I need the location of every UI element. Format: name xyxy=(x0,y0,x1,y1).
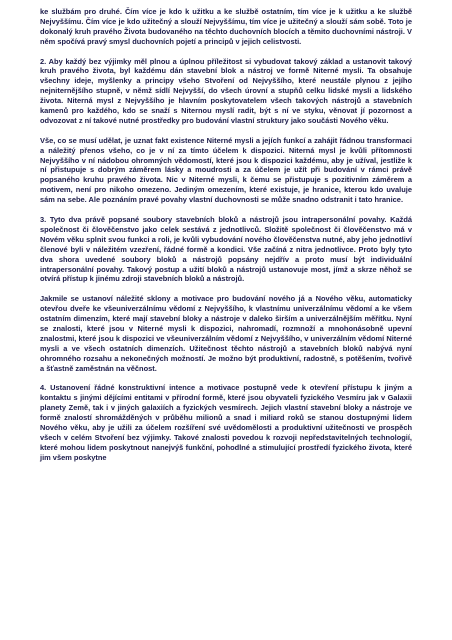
paragraph: Jakmile se ustanoví náležité sklony a motivace pro budování nového já a Nového věku, automaticky otevřou dveře ke všeuniverzálnímu vědomí z Nejvyššího, k vlastnímu univerzálnímu vědomí a ke všem ostatním dimenzím, které mají stavební bloky a nástroje v daleko širším a univerzálnějším měřítku. Nyní se znalosti, které jsou v Niterné mysli k dispozici, nahromadí, rozmnoží a mnohonásobně upevní znalostmi, které jsou k dispozici ve všeuniverzálním vědomí z Nejvyššího, v univerzálním vědomí Niterné mysli a ve všech ostatních dimenzích. Užitečnost těchto nástrojů a stavebních bloků nabývá nyní ohromného rozsahu a nekonečných možností. Je možno být produktivní, radostně, s potěšením, tvořivě a šťastně zaměstnán na věčnost. xyxy=(40,294,412,373)
paragraph: Vše, co se musí udělat, je uznat fakt existence Niterné mysli a jejích funkcí a zahájit řádnou transformaci a náležitý přenos všeho, co je v ní za tímto účelem k dispozici. Niterná mysl je kvůli přítomnosti Nejvyššího v ní nádobou ohromných vědomostí, které jsou k dispozici každému, aby je užíval, jestliže k ní přistupuje s dobrým záměrem lásky a moudrosti a za účelem je užít při budování v rámci právě popsaného kruhu pravého života. Nic v Niterné mysli, k čemu se přistupuje s pozitivním záměrem a motivem, není pro nikoho omezeno. Jediným omezením, které existuje, je hranice, kterou kdo uvaluje sám na sebe. Ale poznáním pravé povahy vlastní duchovnosti se může snadno odstranit i tato hranice. xyxy=(40,135,412,205)
paragraph: 4. Ustanovení řádné konstruktivní intence a motivace postupně vede k otevření přístupu k jiným a kontaktu s jinými dějícími entitami v přírodní formě, které jsou obyvateli fyzického Vesmíru jak v Galaxii planety Země, tak i v jiných galaxiích a fyzických vesmírech. Jejich vlastní stavební bloky a nástroje ve formě znalostí shromážděných v průběhu milionů a snad i miliard roků se stanou dostupnými lidem Nového věku, aby je užili za účelem rozšíření své uvědomělosti a produktivní užitečnosti ve prospěch všech v celém Stvoření bez výjimky. Takové znalosti povedou k rozvoji nepředstavitelných technologií, které mohou lidem poskytnout nanejvýš funkční, pohodlné a stimulující prostředí fyzického života, které jim všem poskytne xyxy=(40,383,412,462)
paragraph: 2. Aby každý bez výjimky měl plnou a úplnou příležitost si vybudovat takový základ a ustanovit takový kruh pravého života, byl každému dán stavební blok a nástroj ve formě Niterné mysli. Ta obsahuje všechny ideje, myšlenky a principy všeho Stvoření od Nejvyššího, které neustále plynou z jejího nejniternějšího stupně, v němž sídlí Nejvyšší, do všech úrovní a stupňů celku lidské mysli a lidského života. Niterná mysl z Nejvyššího je hlavním poskytovatelem všech takových nástrojů a stavebních kamenů pro každého, kdo se snaží s Niternou myslí radit, být s ní ve styku, věnovat jí pozornost a odvozovat z ní takové nutné prostředky pro budování vlastní struktury jako součásti Nového věku. xyxy=(40,56,412,125)
paragraph: ke službám pro druhé. Čím více je kdo k užitku a ke službě ostatním, tím více je k užitku a ke službě Nejvyššímu. Čím více je kdo užitečný a slouží Nejvyššímu, tím více je užitečný a slouží sám sobě. Toto je dokonalý kruh pravého Života budovaného na těchto duchovních blocích a těmito duchovními nástroji. V něm spočívá pravý smysl duchovních pojetí a principů v jejich celistvosti. xyxy=(40,7,412,46)
paragraph: 3. Tyto dva právě popsané soubory stavebních bloků a nástrojů jsou intrapersonální povahy. Každá společnost či člověčenstvo jako celek sestává z jednotlivců. Složitě společnost či člověčenstvo má v Novém věku splnit svou funkci a roli, je kvůli vybudování nového člověčenstva nutné, aby jeho jednotliví členové byli v náležitém vzezření, řádné formě a kondici. Vše začíná z nitra jednotlivce. Proto byly tyto dva shora uvedené soubory bloků a nástrojů popsány nejdřív a proto musí být individuální intrapersonální povahy. Takový postup a užití bloků a nástrojů ustanovuje most, jímž a skrze něhož se otvírá přístup k jinému zdroji stavebních bloků a nástrojů. xyxy=(40,214,412,284)
